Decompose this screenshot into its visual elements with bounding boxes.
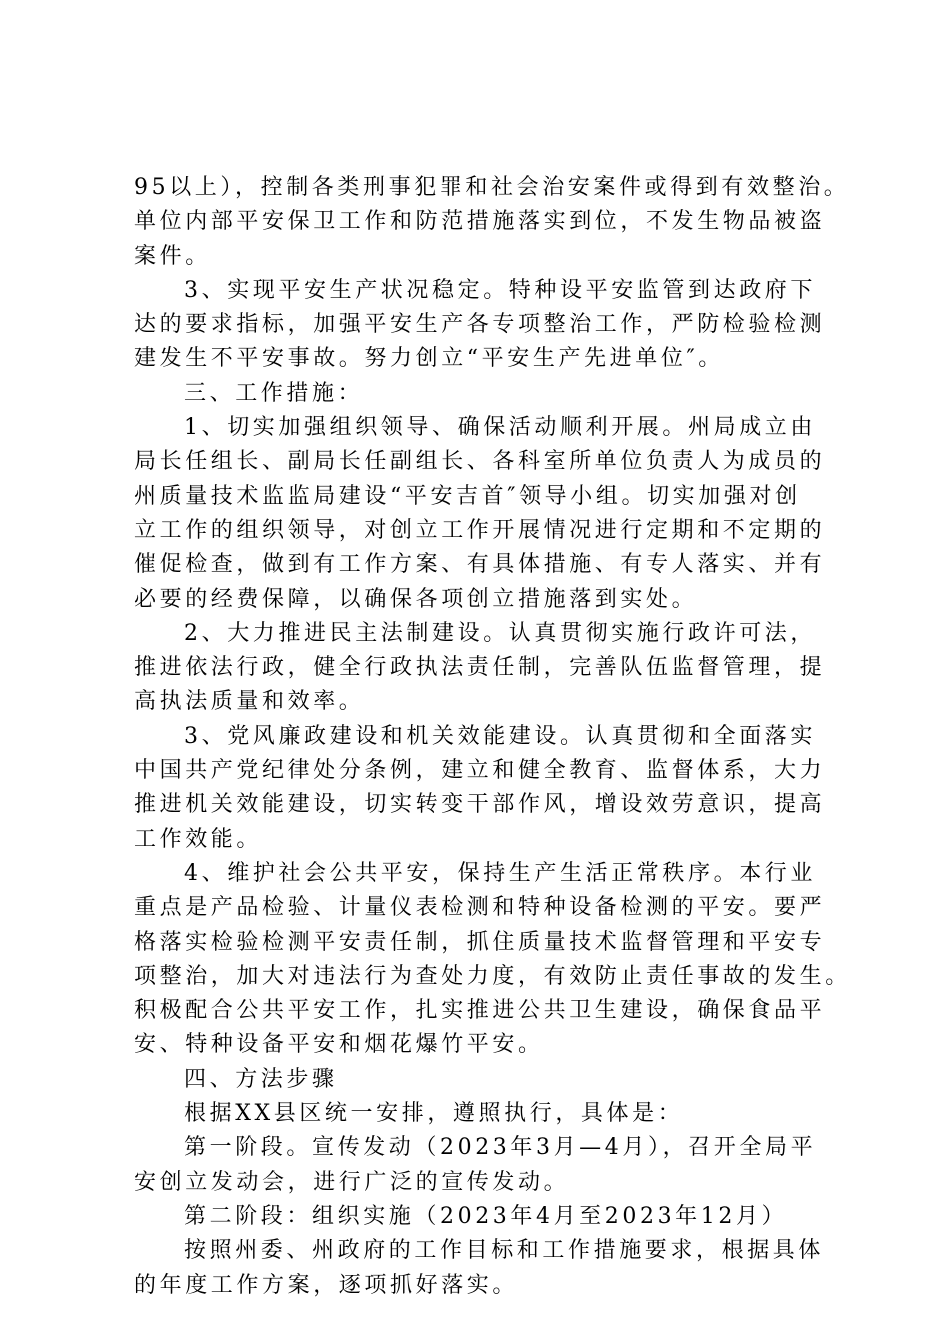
text-line: 95以上），控制各类刑事犯罪和社会治安案件或得到有效整治。	[134, 175, 850, 200]
text-line: 推进机关效能建设，切实转变干部作风，增设效劳意识，提高	[134, 792, 826, 818]
text-line: 中国共产党纪律处分条例，建立和健全教育、监督体系，大力	[134, 758, 826, 784]
text-line: 达的要求指标，加强平安生产各专项整治工作，严防检验检测	[134, 312, 826, 338]
document-body	[134, 171, 851, 1303]
text-line: 工作效能。	[134, 826, 263, 852]
text-line: 推进依法行政，健全行政执法责任制，完善队伍监督管理，提	[134, 655, 826, 681]
text-line: 第二阶段：组织实施（2023年4月至2023年12月）	[184, 1203, 788, 1229]
text-line: 格落实检验检测平安责任制，抓住质量技术监督管理和平安专	[134, 929, 826, 955]
text-line: 重点是产品检验、计量仪表检测和特种设备检测的平安。要严	[134, 895, 826, 921]
text-line: 第一阶段。宣传发动（2023年3月—4月），召开全局平	[184, 1135, 817, 1161]
text-line: 立工作的组织领导，对创立工作开展情况进行定期和不定期的	[134, 517, 826, 543]
text-line: 局长任组长、副局长任副组长、各科室所单位负责人为成员的	[134, 449, 826, 475]
text-line: 积极配合公共平安工作，扎实推进公共卫生建设，确保食品平	[134, 998, 826, 1024]
text-line: 2、大力推进民主法制建设。认真贯彻实施行政许可法，	[184, 620, 816, 646]
text-line: 按照州委、州政府的工作目标和工作措施要求，根据具体	[184, 1238, 825, 1264]
text-line: 必要的经费保障，以确保各项创立措施落到实处。	[134, 586, 698, 612]
text-line: 的年度工作方案，逐项抓好落实。	[134, 1272, 519, 1298]
text-line: 三、工作措施：	[184, 380, 364, 406]
text-line: 州质量技术监监局建设“平安吉首″领导小组。切实加强对创	[134, 483, 801, 509]
text-line: 高执法质量和效率。	[134, 689, 365, 715]
text-line: 根据XX县区统一安排，遵照执行，具体是：	[184, 1101, 684, 1127]
text-line: 安创立发动会，进行广泛的宣传发动。	[134, 1169, 570, 1195]
text-line: 4、维护社会公共平安，保持生产生活正常秩序。本行业	[184, 860, 816, 886]
text-line: 单位内部平安保卫工作和防范措施落实到位，不发生物品被盗	[134, 209, 826, 235]
text-line: 建发生不平安事故。努力创立“平安生产先进单位″。	[134, 346, 724, 372]
text-line: 项整治，加大对违法行为查处力度，有效防止责任事故的发生。	[134, 963, 851, 989]
text-line: 案件。	[134, 243, 211, 269]
text-line: 3、实现平安生产状况稳定。特种设平安监管到达政府下	[184, 277, 816, 303]
text-line: 安、特种设备平安和烟花爆竹平安。	[134, 1032, 544, 1058]
text-line: 1、切实加强组织领导、确保活动顺利开展。州局成立由	[184, 415, 816, 441]
text-line: 催促检查，做到有工作方案、有具体措施、有专人落实、并有	[134, 552, 826, 578]
text-line: 3、党风廉政建设和机关效能建设。认真贯彻和全面落实	[184, 723, 816, 749]
text-line: 四、方法步骤	[184, 1066, 338, 1092]
